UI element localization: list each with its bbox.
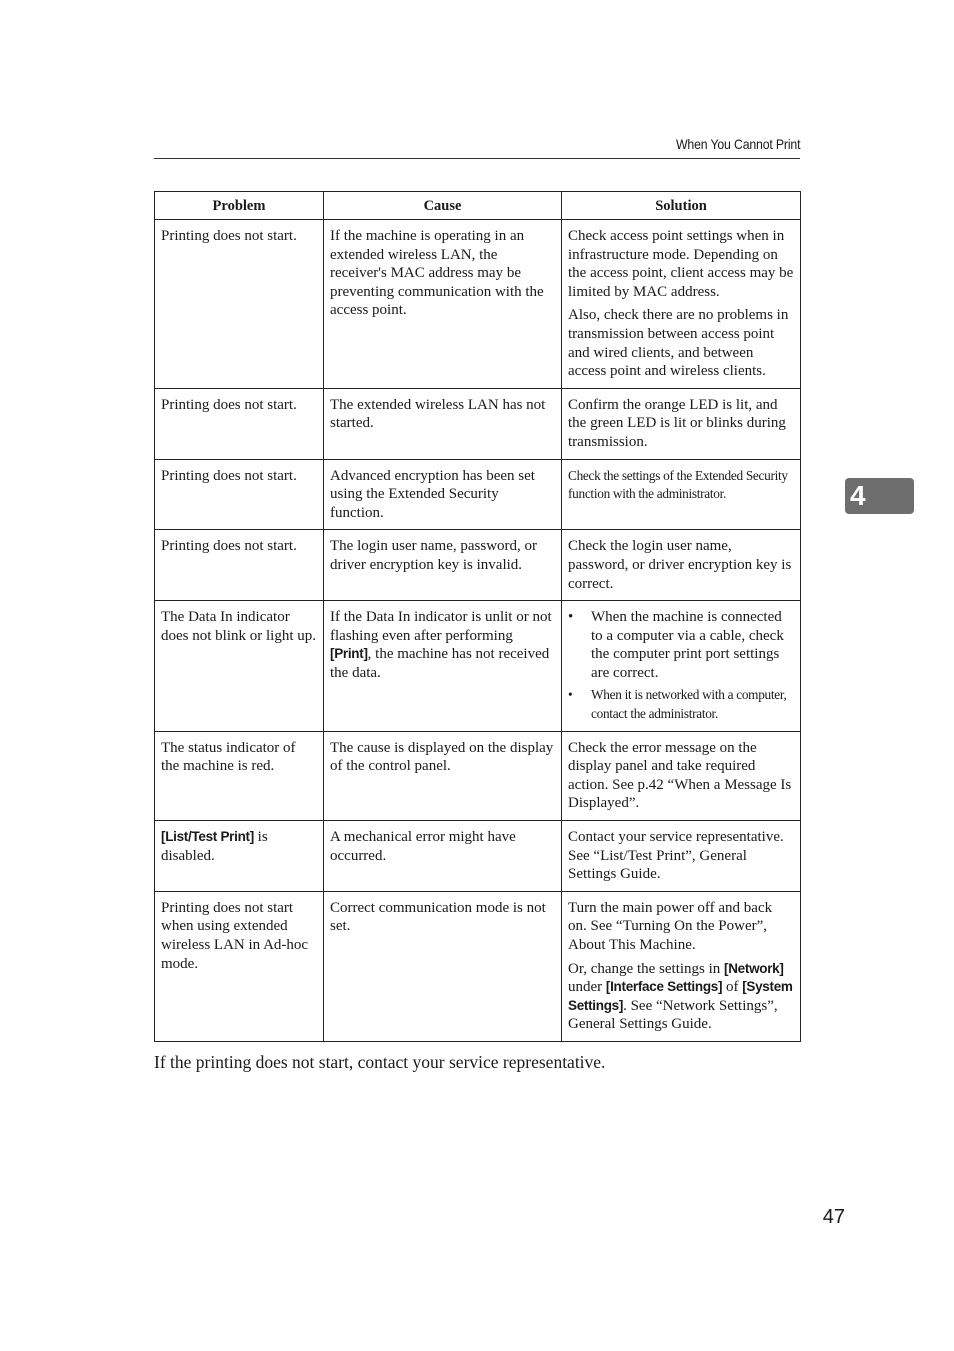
solution-text: Turn the main power off and back on. See “Turning On the Power”, About This Machine. xyxy=(568,899,773,953)
cause-text: Correct communication mode is not set. xyxy=(330,899,546,935)
cause-cell xyxy=(324,601,562,732)
solution-cell xyxy=(562,731,801,820)
cause-text: The cause is displayed on the display of the control panel. xyxy=(330,739,554,775)
cause-cell xyxy=(324,220,562,389)
table-row xyxy=(155,821,801,892)
problem-cell xyxy=(155,530,324,601)
cause-cell xyxy=(324,459,562,530)
page-number: 47 xyxy=(822,1206,845,1228)
table-row xyxy=(155,601,801,732)
cause-text xyxy=(330,608,555,682)
solution-text: Confirm the orange LED is lit, and the green LED is lit or blinks during transmission. xyxy=(568,396,786,450)
solution-text: Also, check there are no problems in transmission between access point and wired clients, and between access point and wireless clients. xyxy=(568,307,789,380)
solution-text-end: . See “Network Settings”, General Settings Guide. xyxy=(568,997,778,1033)
cause-cell xyxy=(324,388,562,459)
cause-cell xyxy=(324,530,562,601)
table-row xyxy=(155,388,801,459)
cause-cell xyxy=(324,891,562,1041)
table-row xyxy=(155,459,801,530)
solution-cell xyxy=(562,459,801,530)
running-header xyxy=(154,136,800,159)
cause-text-end: , the machine has not received the data. xyxy=(330,646,550,681)
solution-cell xyxy=(562,601,801,732)
solution-cell xyxy=(562,388,801,459)
cause-text: If the machine is operating in an extended wireless LAN, the receiver's MAC address may be preventing communication with the access point. xyxy=(330,228,544,319)
solution-text: Check access point settings when in infrastructure mode. Depending on the access point, client access may be limited by MAC address. xyxy=(568,228,794,300)
solution-text-connector: under xyxy=(568,979,606,996)
solution-bullet: • When the machine is connected to a computer via a cable, check the computer print port settings are correct. xyxy=(568,608,794,682)
chapter-tab: 4 xyxy=(845,478,914,514)
solution-text: Check the login user name, password, or driver encryption key is correct. xyxy=(568,538,792,592)
cause-text: Advanced encryption has been set using the Extended Security function. xyxy=(330,467,535,521)
solution-cell xyxy=(562,220,801,389)
cause-text: The extended wireless LAN has not started. xyxy=(330,396,546,432)
problem-cell xyxy=(155,891,324,1041)
problem-text: Printing does not start. xyxy=(161,396,297,413)
problem-text: Printing does not start. xyxy=(161,228,297,244)
solution-cell xyxy=(562,530,801,601)
footer-sentence: If the printing does not start, contact your service representative. xyxy=(154,1052,606,1072)
cause-cell xyxy=(324,731,562,820)
solution-text xyxy=(568,960,794,1034)
problem-cell xyxy=(155,731,324,820)
problem-text: Printing does not start. xyxy=(161,538,297,555)
problem-text: The Data In indicator does not blink or light up. xyxy=(161,609,316,644)
cause-cell xyxy=(324,821,562,892)
solution-text-start: Or, change the settings in xyxy=(568,960,725,977)
column-header-solution: Solution xyxy=(562,192,801,220)
cause-text-start: If the Data In indicator is unlit or not flashing even after performing xyxy=(330,609,552,644)
problem-cell xyxy=(155,601,324,732)
list-test-print-key-label: [List/Test Print] xyxy=(161,829,254,845)
table-row xyxy=(155,731,801,820)
table-row xyxy=(155,530,801,601)
solution-text: Check the settings of the Extended Security function with the administrator. xyxy=(568,467,788,502)
solution-text: Contact your service representative. See “List/Test Print”, General Settings Guide. xyxy=(568,829,784,883)
solution-text: Check the error message on the display panel and take required action. See p.42 “When a Message Is Displayed”. xyxy=(568,739,792,812)
print-key-label: [Print] xyxy=(330,646,368,662)
running-header-title: When You Cannot Print xyxy=(675,136,800,152)
solution-text-connector: of xyxy=(722,979,743,996)
cause-text: The login user name, password, or driver encryption key is invalid. xyxy=(330,538,538,573)
problem-text: Printing does not start. xyxy=(161,467,297,484)
problem-cell xyxy=(155,388,324,459)
column-header-problem: Problem xyxy=(155,192,324,220)
solution-bullet: • When it is networked with a computer, contact the administrator. xyxy=(568,686,794,723)
problem-text: Printing does not start when using extended wireless LAN in Ad-hoc mode. xyxy=(161,899,309,972)
solution-cell xyxy=(562,821,801,892)
problem-cell xyxy=(155,821,324,892)
interface-settings-key-label: [Interface Settings] xyxy=(605,979,723,995)
table-row xyxy=(155,220,801,389)
problem-cell xyxy=(155,459,324,530)
problem-text-end: is disabled. xyxy=(161,829,268,864)
table-row xyxy=(155,891,801,1041)
solution-bullet-list xyxy=(568,608,794,724)
problem-text xyxy=(161,828,317,865)
problem-cell xyxy=(155,220,324,389)
network-key-label: [Network] xyxy=(724,960,784,976)
column-header-cause: Cause xyxy=(324,192,562,220)
system-settings-key-label: [System Settings] xyxy=(568,979,793,1013)
problem-text: The status indicator of the machine is red. xyxy=(161,739,296,775)
table-header-row xyxy=(155,192,801,220)
solution-cell xyxy=(562,891,801,1041)
troubleshooting-table xyxy=(154,191,801,1042)
cause-text: A mechanical error might have occurred. xyxy=(330,829,516,864)
